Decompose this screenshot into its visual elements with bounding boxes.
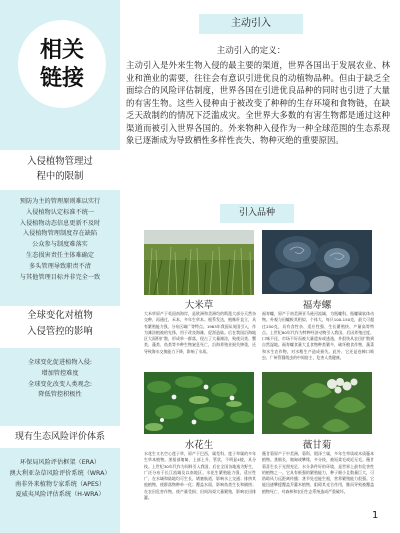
species-section-title: 引入品种 bbox=[220, 204, 294, 223]
list-item: 全球变化促进植物入侵: bbox=[28, 359, 92, 366]
plant-desc-snail: 福寿螺，原产于南美洲亚马逊河流域，为瓶螺科、瓶螺属软体动物。外观与田螺极其相似，个体大，每只100-150克，最大可超过250克，具有食性杂、适应性强、生长繁殖快、产量高等特点。上世纪80年代作为特种经济动物引入我国，后因养殖过度、口味不佳、市场不好而被大量遗弃或逃逸，并很快从农田扩散到自然湿地。福寿螺食量大且食物种类繁多，破坏粮食作物、蔬菜和水生农作物，对水稻生产造成损失。此外，它还是卷棘口吸虫、广州管圆线虫的中间宿主，危害人类健康。 bbox=[262, 311, 374, 361]
plant-name-grass: 大米草 bbox=[184, 300, 214, 311]
related-links-circle bbox=[18, 20, 106, 108]
definition-subtitle: 主动引入的定义： bbox=[216, 46, 286, 56]
page-number: 1 bbox=[372, 510, 379, 521]
section-heading-limits bbox=[0, 150, 120, 190]
list-item: 与其他管理目标并非完全一致 bbox=[19, 273, 101, 281]
list-item: 公众参与制度难落实 bbox=[32, 241, 88, 249]
plant-name-snail: 福寿螺 bbox=[302, 300, 332, 311]
section-heading-line: 入侵管控的影响 bbox=[27, 326, 93, 337]
section-heading-line: 全球变化对植物 bbox=[27, 310, 93, 321]
weed-photo bbox=[144, 372, 254, 434]
related-links-title: 相关 链接 bbox=[39, 37, 84, 91]
risk-systems-list bbox=[0, 458, 120, 501]
definition-body: 主动引入是外来生物入侵的最主要的渠道，世界各国出于发展农业、林业和渔业的需要，往往会有意识引进优良的动植物品种。但由于缺乏全面综合的风险评估制度，世界各国在引进优良品种的同时也引进了大量的有害生物。这些入侵种由于被改变了种种的生存环境和食物链，在缺乏天敌制约的情况下泛滥成灾。全世界大多数的有害生物都是通过这种渠道而被引入世界各国的。外来物种入侵作为一种全球范围的生态系现象已逐渐成为导致栖性多样性丧失、物种灭绝的重要原因。 bbox=[126, 60, 390, 145]
list-item: 夏威夷风险评估系统（H-WRA） bbox=[15, 491, 105, 499]
list-item: 环保局风险评估框架（ERA） bbox=[19, 459, 101, 466]
grass-photo bbox=[144, 230, 254, 295]
list-item: 生态损害责任主体难确定 bbox=[25, 251, 95, 259]
plant-desc-grass: 大米草原产于英国南海岸，是欧洲和美洲均的斯派大部分天然杂交种，再通过，禾本，多年生草本。根系发达，植株秆直立，具有繁殖能力强，分布区域广等特点。1963年我国从英国引入，作为滩涂植被的先锋，用于改良海滩、促淤造陆。后在我国沿海地区大面积扩散，形成单一群落，侵占了大量滩涂，致使贝类、蟹类、藻类、鱼类等多种生物窒息死亡，沿海养殖业损失惨重，还导致海水交换能力下降，影响了水质。 bbox=[144, 311, 256, 354]
global-change-list bbox=[0, 358, 120, 401]
plant-desc-weed: 水花生又名空心莲子草，原产于巴西，属苋科、莲子草属的多年生草本植物。茎基部匍匐、上部上升，管状，不明显4棱，具分枝。上世纪30年代作为饲料引入我国，后在全国各地逸为野生，广泛分布于长江流域及以南地区。水花生繁殖能力强，适应性广，在水域和陆地均可生长，堵塞航道，影响水上交通；排挤其他植物，使群落物种单一化；覆盖水面，影响鱼类生长和捕捞；在农田危害作物，使产量受损；田间沟渠大量繁殖，影响农田排灌。 bbox=[144, 451, 256, 501]
list-item: 降低管控积极性 bbox=[38, 391, 82, 399]
section-heading-global-change bbox=[0, 306, 120, 348]
section-heading-line: 现有生态风险评价体系 bbox=[14, 432, 105, 442]
plant-desc-vine: 薇甘菊原产于中美洲，菊科、假泽兰属，多年生草质或木质藤本植物。茎细长，匍匐或攀缘，多分枝，被短柔毛或近无毛。薇甘菊喜生长于光照充足、水分条件好的环境，是世界上最有危害性的植物之一。它具有极强的繁殖能力，种子细小且数量巨大，可借助风力远距离传播；茎节处也能生根，营养繁殖能力很强。它能迅速攀援覆盖乔灌木植物，阻碍其光合作用，继而导致被覆盖植物死亡，对森林和农田生态系统造成严重破坏。 bbox=[262, 451, 374, 494]
plant-name-vine: 薇甘菊 bbox=[302, 440, 332, 451]
limits-list bbox=[0, 197, 120, 283]
section-heading-line: 入侵植物管理过 bbox=[27, 156, 93, 167]
list-item: 多头管理导致职责不清 bbox=[29, 262, 91, 270]
list-item: 入侵植物认定标准不统一 bbox=[25, 208, 95, 216]
list-item: 澳大利亚杂草风险评价系统（WRA） bbox=[9, 469, 111, 477]
list-item: 南非外来植物专家系统（APES） bbox=[14, 480, 106, 488]
list-item: 入侵植物动态信息更新不及时 bbox=[19, 219, 101, 227]
section-heading-line: 程中的限制 bbox=[36, 171, 84, 182]
list-item: 入侵植物管理制度存在缺陷 bbox=[22, 230, 98, 238]
vine-photo bbox=[262, 372, 372, 434]
list-item: 增加管控难度 bbox=[41, 369, 79, 377]
main-title: 主动引入 bbox=[199, 14, 303, 34]
list-item: 预防为主的管理原则难以实行 bbox=[19, 198, 101, 205]
plant-name-weed: 水花生 bbox=[184, 440, 214, 451]
section-heading-risk-systems bbox=[0, 426, 120, 448]
list-item: 全球变化改变人类观念: bbox=[28, 380, 92, 388]
sidebar bbox=[0, 0, 120, 533]
snail-photo bbox=[262, 230, 372, 294]
